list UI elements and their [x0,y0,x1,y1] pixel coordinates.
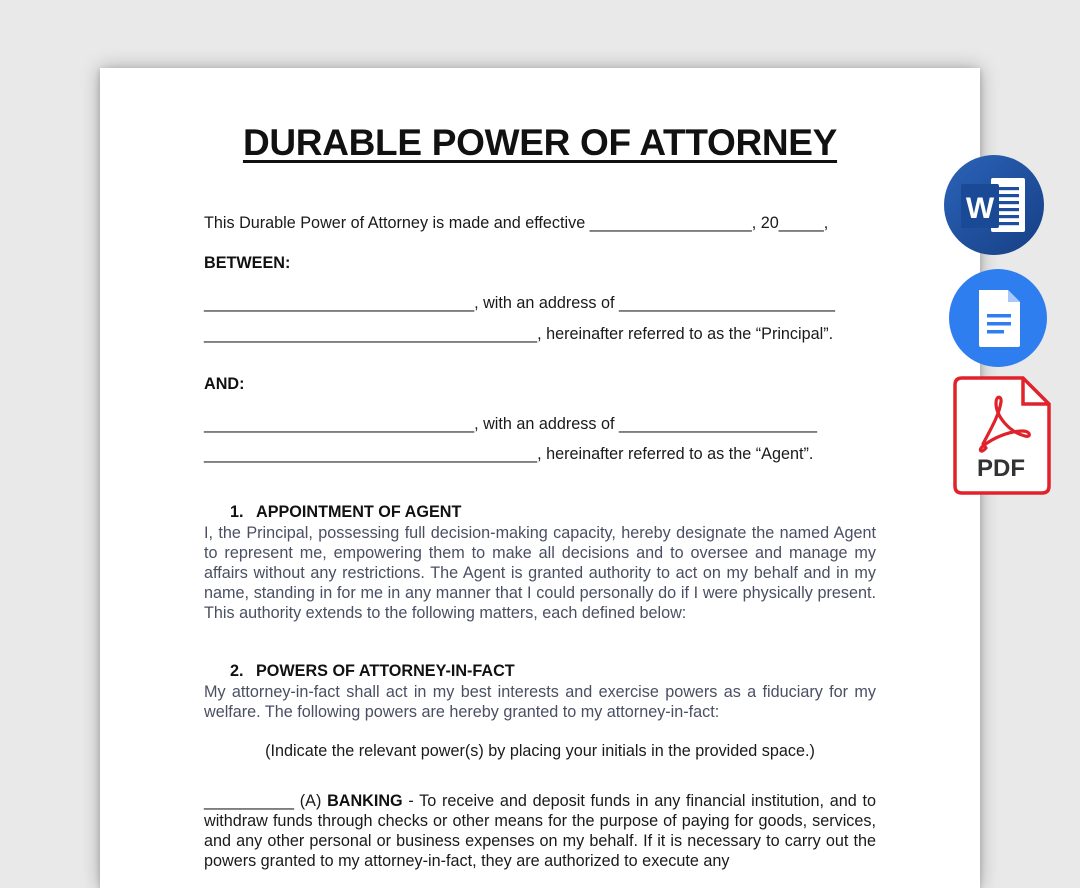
document-title: DURABLE POWER OF ATTORNEY [242,122,838,163]
pdf-icon [953,376,1051,496]
word-icon-letter: W [965,192,995,225]
section-1-number: 1. [230,503,244,521]
word-icon-graphic [943,154,1045,256]
banking-label: BANKING [327,792,403,810]
agent-line-2: _____________________________________, hereinafter referred to as the “Agent”. [204,445,814,463]
intro-line: This Durable Power of Attorney is made and effective __________________, 20_____, [204,214,829,232]
banking-initials-blank: __________ (A) [204,792,328,810]
section-1-heading [230,503,461,522]
word-icon [943,154,1045,256]
banking-text: - To receive and deposit funds in any financial institution, and to withdraw funds through checks or other means for the purpose of paying for goods, services, and any other personal or business expenses on my behalf. If it is necessary to carry out the powers granted to my attorney-in-fact, they are authorized to execute any [204,792,876,870]
principal-line-1: ______________________________, with an address of ________________________ [204,294,836,312]
agent-line-1: ______________________________, with an address of ______________________ [204,415,818,433]
section-2-body: My attorney-in-fact shall act in my best interests and exercise powers as a fiduciary for my welfare. The following powers are hereby granted to my attorney-in-fact: [204,683,876,721]
section-2-instruction: (Indicate the relevant power(s) by placing your initials in the provided space.) [265,742,815,760]
pdf-icon-graphic [953,376,1051,496]
between-label: BETWEEN: [204,254,291,272]
banking-clause [204,791,876,871]
section-2-number: 2. [230,662,244,680]
google-docs-icon-graphic [948,268,1048,368]
pdf-icon-label: PDF [977,455,1025,482]
and-label: AND: [204,375,245,393]
principal-line-2: _____________________________________, hereinafter referred to as the “Principal”. [204,325,834,343]
section-1-title: APPOINTMENT OF AGENT [256,503,462,521]
document-page [100,68,980,888]
google-docs-icon [948,268,1048,368]
section-2-title: POWERS OF ATTORNEY-IN-FACT [256,662,515,680]
section-2-heading [230,662,515,681]
section-1-body: I, the Principal, possessing full decision-making capacity, hereby designate the named Agent to represent me, empowering them to make all decisions and to oversee and manage my affairs without any restrictions. The Agent is granted authority to act on my behalf and in my name, standing in for me in any manner that I could personally do if I were physically present. This authority extends to the following matters, each defined below: [204,524,876,622]
